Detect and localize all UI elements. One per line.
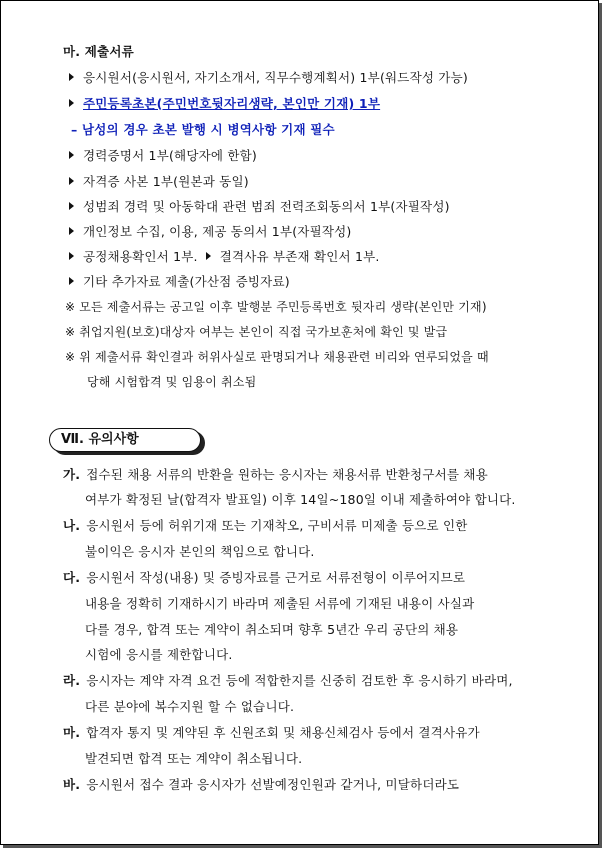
note-line: ※ 모든 제출서류는 공고일 이후 발행분 주민등록번호 뒷자리 생략(본인만 기재) (65, 300, 487, 314)
precaution-item-cont: 내용을 정확히 기재하시기 바라며 제출된 서류에 기재된 내용이 사실과 (85, 596, 475, 611)
precaution-item: 마. 합격자 통지 및 계약된 후 신원조회 및 채용신체검사 등에서 결격사유가 (63, 725, 480, 740)
precaution-item: 바. 응시원서 접수 결과 응시자가 선발예정인원과 같거나, 미달하더라도 (63, 777, 460, 792)
note-line-continued: 당해 시험합격 및 임용이 취소됨 (87, 375, 257, 389)
precaution-item-cont: 발견되면 합격 또는 계약이 취소됩니다. (85, 751, 303, 766)
section-heading-precautions: Ⅶ. 유의사항 (61, 432, 139, 447)
precaution-item-cont: 시험에 응시를 제한합니다. (85, 647, 233, 662)
list-item-highlight: 주민등록초본(주민번호뒷자리생략, 본인만 기재) 1부 (69, 96, 380, 112)
section-heading-submission-docs: 마. 제출서류 (63, 44, 134, 59)
precaution-item-cont: 다른 분야에 복수지원 할 수 없습니다. (85, 699, 295, 714)
list-item: 경력증명서 1부(해당자에 한함) (69, 148, 257, 164)
triangle-bullet-icon (69, 227, 74, 235)
precaution-item: 나. 응시원서 등에 허위기재 또는 기재착오, 구비서류 미제출 등으로 인한 (63, 518, 468, 533)
triangle-bullet-icon (69, 73, 74, 81)
triangle-bullet-icon (206, 252, 211, 260)
note-line: ※ 위 제출서류 확인결과 허위사실로 판명되거나 채용관련 비리와 연루되었을 때 (65, 350, 489, 364)
list-item: 응시원서(응시원서, 자기소개서, 직무수행계획서) 1부(워드작성 가능) (69, 70, 468, 86)
list-item-note-military: – 남성의 경우 초본 발행 시 병역사항 기재 필수 (71, 122, 335, 137)
precaution-item: 다. 응시원서 작성(내용) 및 증빙자료를 근거로 서류전형이 이루어지므로 (63, 570, 466, 585)
list-item: 자격증 사본 1부(원본과 동일) (69, 174, 249, 190)
list-item: 개인정보 수집, 이용, 제공 동의서 1부(자필작성) (69, 224, 351, 240)
list-item: 성범죄 경력 및 아동학대 관련 범죄 전력조회동의서 1부(자필작성) (69, 199, 450, 215)
triangle-bullet-icon (69, 177, 74, 185)
triangle-bullet-icon (69, 151, 74, 159)
triangle-bullet-icon (69, 252, 74, 260)
note-line: ※ 취업지원(보호)대상자 여부는 본인이 직접 국가보훈처에 확인 및 발급 (65, 325, 448, 339)
triangle-bullet-icon (69, 277, 74, 285)
precaution-item: 라. 응시자는 계약 자격 요건 등에 적합한지를 신중히 검토한 후 응시하기 바라며, (63, 673, 513, 688)
triangle-bullet-icon (69, 99, 74, 107)
triangle-bullet-icon (69, 202, 74, 210)
list-item: 공정채용확인서 1부. 결격사유 부존재 확인서 1부. (69, 249, 380, 265)
precaution-item-cont: 여부가 확정된 날(합격자 발표일) 이후 14일~180일 이내 제출하여야 합니다. (85, 492, 516, 507)
list-item: 기타 추가자료 제출(가산점 증빙자료) (69, 274, 290, 290)
precaution-item-cont: 불이익은 응시자 본인의 책임으로 합니다. (85, 544, 315, 559)
precaution-item-cont: 다를 경우, 합격 또는 계약이 취소되며 향후 5년간 우리 공단의 채용 (85, 622, 459, 637)
precaution-item: 가. 접수된 채용 서류의 반환을 원하는 응시자는 채용서류 반환청구서를 채용 (63, 467, 488, 482)
